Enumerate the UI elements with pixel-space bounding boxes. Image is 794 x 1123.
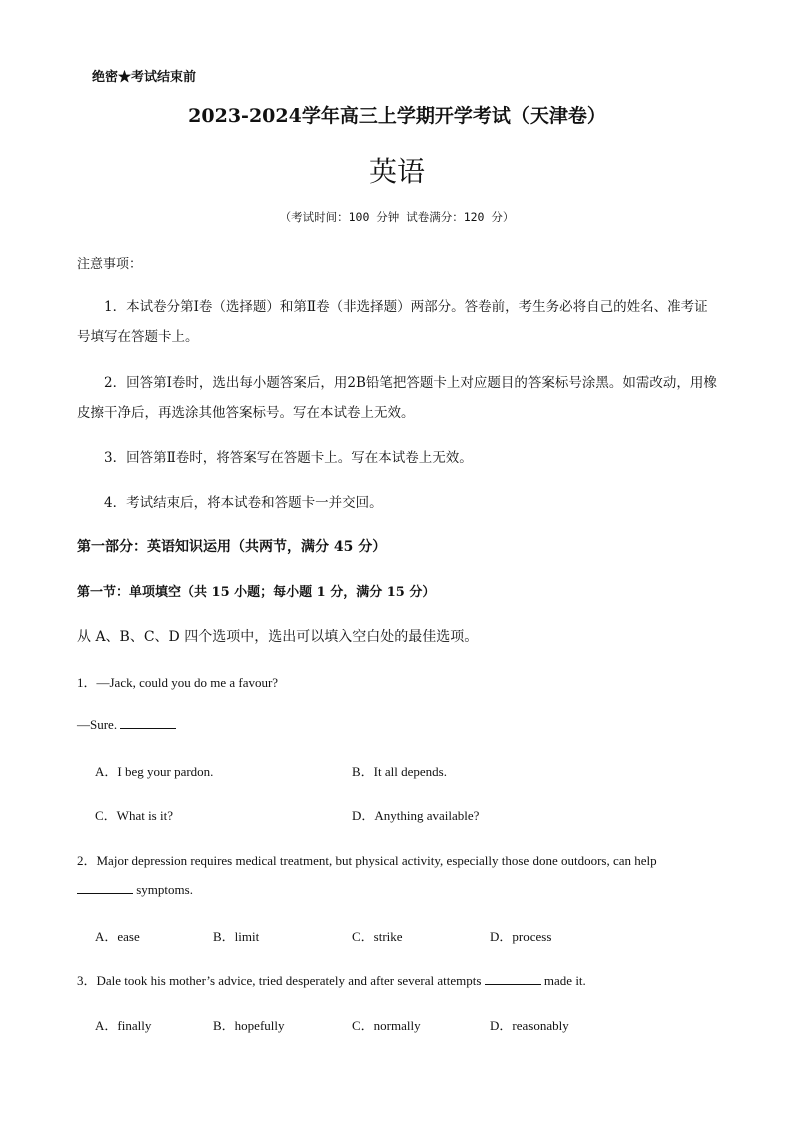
- question-3-option-b: B．hopefully: [213, 1018, 285, 1033]
- question-3-stem: [77, 970, 586, 989]
- question-1-option-a: A．I beg your pardon.: [95, 764, 214, 779]
- exam-title: 2023-2024学年高三上学期开学考试（天津卷）: [188, 105, 606, 127]
- confidential-mark: 绝密★考试结束前: [92, 70, 197, 85]
- notice-item-2: 2．回答第Ⅰ卷时，选出每小题答案后，用2B铅笔把答题卡上对应题目的答案标号涂黑。如需改动，用橡皮擦干净后，再选涂其他答案标号。写在本试卷上无效。: [77, 375, 717, 421]
- question-1-option-d: D．Anything available?: [352, 808, 480, 823]
- notice-item-3: 3．回答第Ⅱ卷时，将答案写在答题卡上。写在本试卷上无效。: [104, 450, 473, 466]
- question-3-option-d: D．reasonably: [490, 1018, 569, 1033]
- question-3-stem-text: 3．Dale took his mother’s advice, tried desperately and after several attempts: [77, 973, 482, 988]
- section-title: 第一节：单项填空（共 15 小题；每小题 1 分，满分 15 分）: [77, 585, 436, 600]
- answer-blank: [77, 881, 133, 894]
- section-directions: 从 A、B、C、D 四个选项中，选出可以填入空白处的最佳选项。: [77, 629, 479, 645]
- question-2-option-a: A．ease: [95, 929, 140, 944]
- part-title: 第一部分：英语知识运用（共两节，满分 45 分）: [77, 539, 387, 555]
- subject-title: 英语: [368, 155, 425, 188]
- question-2-option-b: B．limit: [213, 929, 260, 944]
- answer-blank: [120, 716, 176, 729]
- notice-item-1: 1．本试卷分第Ⅰ卷（选择题）和第Ⅱ卷（非选择题）两部分。答卷前，考生务必将自己的姓名、准考证号填写在答题卡上。: [77, 299, 708, 345]
- notice-heading: 注意事项：: [77, 257, 143, 272]
- question-1-option-c: C．What is it?: [95, 808, 173, 823]
- question-3-stem-end: made it.: [543, 973, 586, 988]
- question-2-continuation-text: symptoms.: [136, 882, 193, 897]
- question-1-stem: 1．—Jack, could you do me a favour?: [77, 675, 279, 690]
- exam-info: （考试时间：100 分钟 试卷满分：120 分）: [279, 210, 515, 224]
- question-1-response: [77, 716, 176, 733]
- question-3-option-c: C．normally: [352, 1018, 421, 1033]
- notice-item-4: 4．考试结束后，将本试卷和答题卡一并交回。: [104, 495, 383, 511]
- question-2-option-d: D．process: [490, 929, 552, 944]
- question-3-option-a: A．finally: [95, 1018, 152, 1033]
- question-2-continuation: [77, 881, 193, 898]
- question-1-response-text: —Sure.: [77, 717, 118, 732]
- question-2-stem: 2．Major depression requires medical treatment, but physical activity, especially those done outdoors, can help: [77, 853, 657, 868]
- answer-blank: [485, 972, 541, 985]
- question-2-option-c: C．strike: [352, 929, 403, 944]
- question-1-option-b: B．It all depends.: [352, 764, 447, 779]
